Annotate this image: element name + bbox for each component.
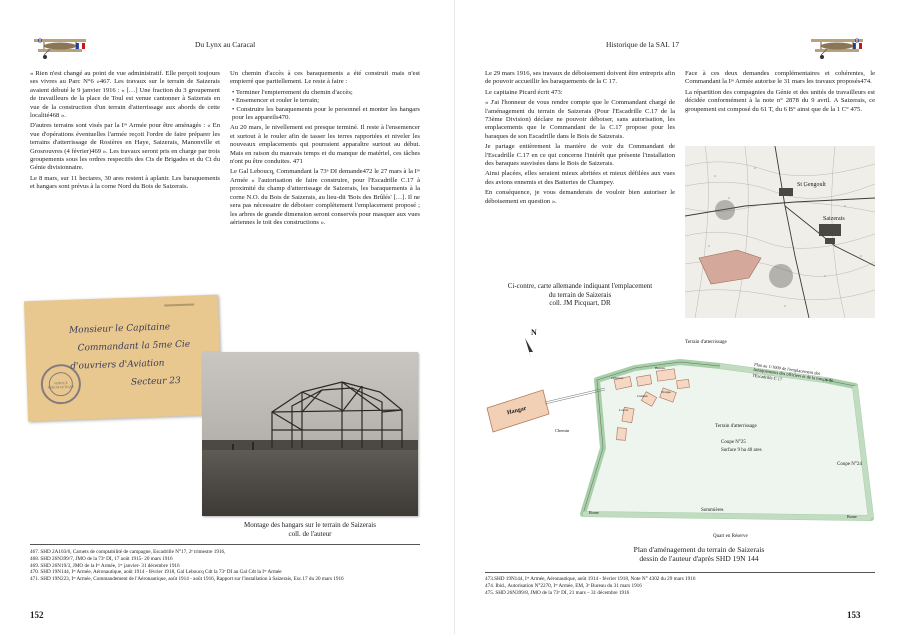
caption-line: du terrain de Saizerais [548,290,612,299]
site-plan [485,328,877,546]
footnote: 469. SHD 26N19/3, JMO de la Iʳᵉ Armée, 1ᵉʳ janvier- 31 décembre 1916 [30,562,180,569]
north-label: N [531,328,537,337]
sommieres-label: Sommières [701,508,724,513]
text-column-2 [685,70,875,116]
quart-label: Quart en Réserve [713,534,748,539]
right-page [454,0,908,634]
plan-legend: Plan au 1/1000 de l'emplacement des baraquements des officiers et de la troupe de l'Escadrille C 17 [752,361,834,384]
paragraph: Ainsi placées, elles seraient mieux abritées et mieux défilées aux vues des avions ennemis et des Batteries de Champey. [485,170,675,186]
list-item: • Ensemencer et rouler le terrain; [232,97,420,105]
paragraph: Au 20 mars, le nivellement est presque terminé. Il reste à l'ensemencer et surtout à le rouler afin de tasser les terres rapportées et niveler les nouveaux emplacements qui pourraient apparaître surtout au début. Mais en raison du mauvais temps et du manque de matériel, ces tâches n'ont pu être conduites. 471 [230,124,420,166]
plan-caption [579,546,819,563]
paragraph: « J'ai l'honneur de vous rendre compte que le Commandant chargé de l'aménagement du terrain de Saizerais (Pour l'Escadrille C.17 de la 73ème Division) déclare ne pouvoir déboiser, sans autorisation, les emplacements que le Commandant de la C.17 propose pour les baraques de son Escadrille dans le Bois de Saizerais. [485,99,675,140]
footnote: 470. SHD 19N144, Iʳᵉ Armée, Aéronautique, août 1914 - février 1918, Gal Leboucq Cdt la 73ᵉ DI au Gal Cdt la Iʳᵉ Armée [30,569,282,576]
envelope-line: d'ouvriers d'Aviation [70,358,165,372]
paragraph: La répartition des compagnies du Génie et des unités de travailleurs est décidée conformément à la note n° 2878 du 9 avril. A Saizerais, ce groupement est composé du 61 T, du 6 B° ainsi que de la 1 C° 475. [685,88,875,113]
footnote-rule [30,544,420,545]
envelope-line: Commandant la 5me Cie [77,339,191,354]
text-column-2 [230,70,420,229]
coupe-label: Coupe N°25 [721,440,746,445]
paragraph: Le 8 mars, sur 11 hectares, 30 ares restent à aplanir. Les baraquements et hangars sont prévus à la corne Nord du Bois de Saizerais. [30,174,220,191]
footnote: 468. SHD 26N399/7, JMO de la 73ᵉ DI, 17 août 1915- 20 mars 1916 [30,555,173,562]
paragraph: Un chemin d'accès à ces baraquements a été construit mais n'est empierré que partiellement. Le reste à faire : [230,70,420,86]
building-label: Lavoir [619,408,629,412]
footnote: 475. SHD 26N399/8, JMO de la 73ᵉ DI, 21 mars – 31 décembre 1916 [485,589,630,596]
paragraph: Face à ces deux demandes complémentaires et cohérentes, le Commandant la Iʳᵉ Armée autorise le 31 mars les travaux proposés474. [685,70,875,86]
footnote: 474. Ibid., Autorisation N°2270, Iʳᵉ Armée, EM, 3ᵉ Bureau du 31 mars 1916 [485,582,642,589]
caption-line: coll. JM Picquart, DR [549,299,611,307]
map-label: St Gengoult [797,182,826,188]
building-label: Officiers [611,376,624,380]
envelope-line: Monsieur le Capitaine [68,322,171,336]
footnotes [30,549,420,583]
page-number: 152 [30,610,44,620]
building-label: Troupe [661,390,671,394]
caption-line: Plan d'aménagement du terrain de Saizerais [633,545,765,554]
surface-label: Surface 9 ha 40 ares [721,448,762,453]
running-head: Du Lynx au Caracal [195,40,256,49]
plan-label: Terrain d'atterrissage [685,340,727,345]
hangar-photo [202,352,418,516]
page-number: 153 [847,610,861,620]
building-label: Cuisine [637,394,648,398]
terrain-label: Terrain d'atterrissage [715,424,757,429]
building-label: Bureau [655,366,666,370]
text-column-1 [30,70,220,194]
envelope-photo [24,295,222,422]
paragraph: D'autres terrains sont visés par la Iʳᵉ Armée pour être aménagés : « En vue d'opérations éventuelles l'armée reçoit l'ordre de faire préparer les terrains d'atterrissage de Rosières en Haye, Saizerais, Manonville et Grosrouvres (4 février)469 ». Les travaux seront pris en charge par trois groupements sous les ordres respectifs des Cts de Brigades et du Ct du Génie divisionnaire. [30,122,220,172]
footnote-rule [485,572,875,573]
footnote: 471. SHD 19N223, Iʳᵉ Armée, Commandement de l'Aéronautique, août 1914 - août 1916, Rapport sur l'installation à Saizerais, Esc.17 du 20 mars 1916 [30,576,344,583]
stamp-text: SERVICE AÉRONAUTIQUE [47,380,75,390]
paragraph: « Rien n'est changé au point de vue administratif. Elle perçoit toujours ses vivres au Parc N°6 »467. Les travaux sur le terrain de Saizerais avaient débuté le 9 janvier 1916 : « […] Une fraction du 3 groupement de travailleurs de la place de Toul est venue cantonner à Saizerais en vue de la construction d'un terrain d'atterrissage aux abords de cette localité468 ». [30,70,220,120]
paragraph: Le 29 mars 1916, ses travaux de déboisement doivent être entrepris afin de pouvoir accueillir les baraquements de la C 17. [485,70,675,86]
footnote: 473.SHD 19N144, Iʳᵉ Armée, Aéronautique, août 1914 - février 1918, Note N° 4302 du 29 mars 1916 [485,576,696,582]
map-caption [485,282,675,308]
photo-caption [202,521,418,538]
chemin-label: Chemin [555,428,570,433]
biplane-logo-icon [807,27,867,63]
paragraph: Je partage entièrement la manière de voir du Commandant de l'Escadrille C.17 en ce qui concerne l'intérêt que présente l'installation des baraques susvisées dans le Bois de Saizerais. [485,143,675,168]
paragraph: Le Gal Leboucq, Commandant la 73ᵉ DI demande472 le 27 mars à la Iʳᵉ Armée « l'autorisation de faire construire, pour l'Escadrille C.17 à proximité du champ d'atterrissage de Saizerais, les baraquements à la corne N.O. du Bois de Saizerais, au lieu-dit 'Bois des Brûlés' […]. Il ne sera pas nécessaire de déboiser complètement l'emplacement proposé ; les arbres de grande dimension seront conservés pour masquer aux vues aériennes le toit des constructions ». [230,168,420,226]
borne-label: Borne [847,514,857,519]
text-column-1 [485,70,675,208]
biplane-logo-icon [30,27,90,63]
caption-line: dessin de l'auteur d'après SHD 19N 144 [639,553,759,563]
postmark-stamp [40,363,81,404]
map-label: Saizerais [823,216,845,222]
caption-line: coll. de l'auteur [288,529,332,538]
borne-label: Borne [589,510,599,515]
list-item: • Construire les baraquements pour le personnel et monter les hangars pour les appareils470. [232,106,420,123]
coupe-label: Coupe N°24 [837,462,862,467]
todo-list [232,89,420,123]
paragraph: Le capitaine Picard écrit 473: [485,88,563,96]
paragraph: En conséquence, je vous demanderais de vouloir bien autoriser le déboisement en question ». [485,189,675,205]
footnotes [485,576,875,596]
caption-line: Montage des hangars sur le terrain de Saizerais [244,521,376,529]
running-head: Historique de la SAI. 17 [606,40,680,49]
caption-line: Ci-contre, carte allemande indiquant l'emplacement [507,282,653,290]
footnote: 467. SHD 2A103/6, Carnets de comptabilité de campagne, Escadrille N°17, 2ᵉ trimestre 1916, [30,549,226,555]
hangar-label: Hangar [506,405,528,417]
german-map [685,146,875,318]
envelope-line: Secteur 23 [130,376,181,388]
list-item: • Terminer l'empierrement du chemin d'accès; [232,89,420,97]
